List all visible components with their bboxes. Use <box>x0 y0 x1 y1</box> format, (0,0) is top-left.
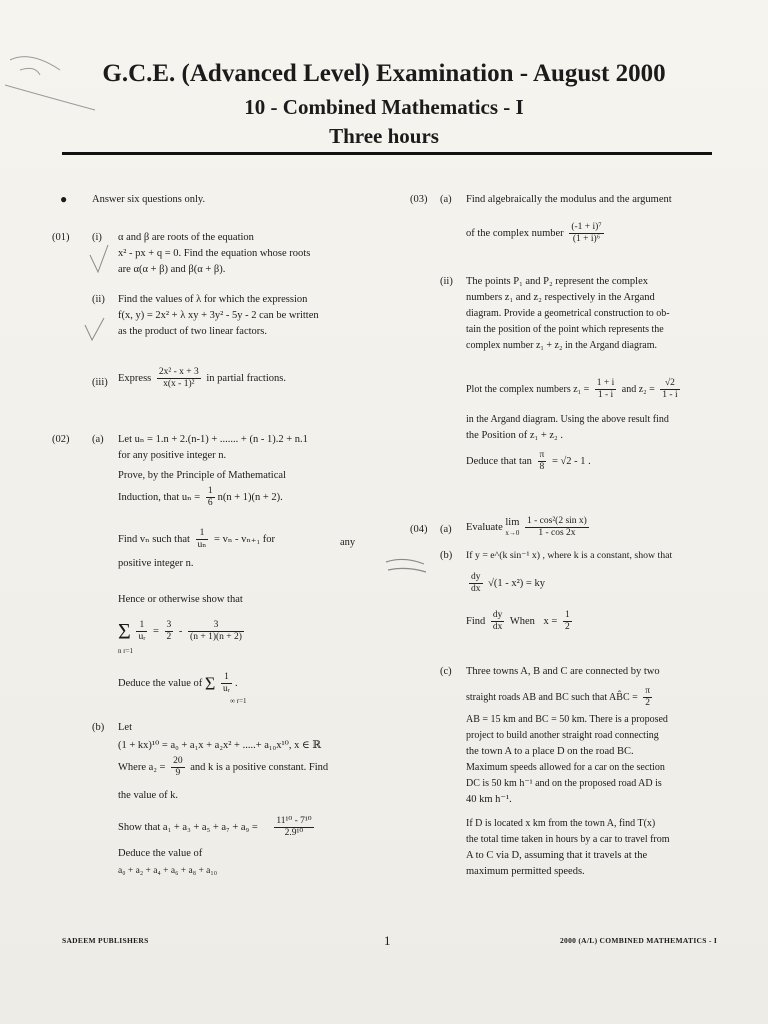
part-label: (iii) <box>92 377 108 388</box>
numerator: 11¹⁰ - 7¹⁰ <box>276 816 312 826</box>
text-line: (1 + kx)¹⁰ = a₀ + a₁x + a₂x² + .....+ a₁₀x¹⁰, x ∈ ℝ <box>118 740 322 751</box>
text-line: diagram. Provide a geometrical construction to ob- <box>466 308 670 319</box>
right-column <box>410 192 712 892</box>
question-number: (03) <box>410 194 428 205</box>
sigma-symbol: Σ <box>118 618 131 644</box>
numerator: π <box>539 450 545 460</box>
text-line: The points P₁ and P₂ represent the complex <box>466 276 648 287</box>
numerator: dy <box>492 610 503 620</box>
denominator: x(x - 1)² <box>163 379 195 389</box>
show-that-line <box>118 816 317 839</box>
denominator: (1 + i)⁶ <box>572 234 601 244</box>
part-label: (i) <box>92 232 102 243</box>
text-line: x² - px + q = 0. Find the equation whose roots <box>118 248 311 259</box>
text-line: f(x, y) = 2x² + λ xy + 3y² - 5y - 2 can be written <box>118 310 319 321</box>
text-line: Prove, by the Principle of Mathematical <box>118 470 286 481</box>
numerator: 1 + i <box>596 378 615 388</box>
text: When <box>509 615 535 627</box>
text-line: a₀ + a₂ + a₄ + a₆ + a₈ + a₁₀ <box>118 866 218 876</box>
summation-line <box>118 620 247 643</box>
text-line: the Position of z₁ + z₂ . <box>466 430 563 441</box>
complex-number-line <box>466 222 607 245</box>
text-line: tain the position of the point which represents the <box>466 324 664 335</box>
text: x = <box>543 615 558 627</box>
angle-line <box>466 686 655 709</box>
part-label: (b) <box>92 722 105 733</box>
text-line: Maximum speeds allowed for a car on the section <box>466 762 665 773</box>
lim-subscript: x→0 <box>505 528 520 537</box>
numerator: 3 <box>188 620 244 632</box>
fraction <box>221 672 232 695</box>
header-rule <box>62 152 712 155</box>
fraction <box>660 378 679 401</box>
denominator: 2 <box>166 632 172 642</box>
fraction <box>469 572 483 595</box>
bullet-icon: ● <box>60 192 68 206</box>
find-vn-line <box>118 528 275 551</box>
text-line: Let uₙ = 1.n + 2.(n-1) + ....... + (n - 1).2 + n.1 <box>118 434 308 445</box>
numerator: π <box>645 686 651 696</box>
text: and z₂ = <box>621 383 655 395</box>
denominator: 1 - cos 2x <box>538 528 576 538</box>
where-a2-line <box>118 756 328 779</box>
numerator: 1 <box>196 528 209 540</box>
fraction <box>595 378 617 401</box>
denominator: uᵣ <box>223 684 230 694</box>
fraction <box>136 620 147 643</box>
part-label: (a) <box>440 194 452 205</box>
text-line: are α(α + β) and β(α + β). <box>118 264 226 275</box>
fraction <box>188 620 244 643</box>
text: Find <box>466 615 486 627</box>
question-number: (01) <box>52 232 70 243</box>
text-line: the total time taken in hours by a car to travel from <box>466 834 670 845</box>
denominator: 2 <box>645 698 651 708</box>
numerator: 1 <box>207 486 213 496</box>
question-number: (02) <box>52 434 70 445</box>
evaluate-limit-line <box>466 516 592 539</box>
sigma-symbol: Σ <box>204 673 216 694</box>
denominator: (n + 1)(n + 2) <box>190 632 242 642</box>
fraction <box>525 516 589 539</box>
numerator: √2 <box>660 378 679 390</box>
fraction <box>643 686 652 709</box>
text-line: Let <box>118 722 132 733</box>
lim-text: lim <box>505 516 520 528</box>
publisher-footer: SADEEM PUBLISHERS <box>62 936 149 945</box>
text: and k is a positive constant. Find <box>190 761 329 773</box>
text-line: in the Argand diagram. Using the above result find <box>466 414 669 425</box>
denominator: 1 - i <box>597 390 614 400</box>
numerator: 1 - cos²(2 sin x) <box>527 516 587 526</box>
exam-title: G.C.E. (Advanced Level) Examination - August 2000 <box>102 60 666 87</box>
plot-complex-line <box>466 378 683 401</box>
text-line: AB = 15 km and BC = 50 km. There is a proposed <box>466 714 668 725</box>
numerator: 20 <box>173 756 183 766</box>
text-line: complex number z₁ + z₂ in the Argand diagram. <box>466 340 657 351</box>
induction-line <box>118 486 283 509</box>
text: Deduce the value of <box>118 677 203 689</box>
text: Deduce that tan <box>466 455 532 467</box>
numerator: 1 <box>136 620 147 632</box>
sum-limits: n r=1 <box>118 647 134 655</box>
denominator: 6 <box>207 498 213 508</box>
denominator: 1 - i <box>662 390 678 400</box>
text-line: Three towns A, B and C are connected by two <box>466 666 660 677</box>
denominator: uᵣ <box>138 632 146 642</box>
text-line: any <box>340 537 356 548</box>
numerator: dy <box>471 572 481 582</box>
text-line: project to build another straight road connecting <box>466 730 659 741</box>
text: Where a₂ = <box>118 761 166 773</box>
text: - <box>178 625 183 637</box>
limit <box>505 518 519 538</box>
find-derivative-line <box>466 610 575 633</box>
text-line: the town A to a place D on the road BC. <box>466 746 634 757</box>
text-line: numbers z₁ and z₂ respectively in the Argand <box>466 292 655 303</box>
text-line: If y = e^(k sin⁻¹ x) , where k is a constant, show that <box>466 550 673 561</box>
text-line: Deduce the value of <box>118 848 203 859</box>
text-line: α and β are roots of the equation <box>118 232 254 243</box>
numerator: 1 <box>564 610 570 620</box>
text: Show that a₁ + a₃ + a₅ + a₇ + a₉ = <box>118 821 258 833</box>
text: Induction, that <box>118 491 180 503</box>
text: in partial fractions. <box>206 372 286 384</box>
paper-duration: Three hours <box>329 124 439 148</box>
text-line: Find algebraically the modulus and the argument <box>466 194 672 205</box>
partial-fraction-line <box>118 367 286 390</box>
numerator: (-1 + i)⁷ <box>571 222 602 232</box>
text: Plot the complex numbers z₁ = <box>466 383 590 395</box>
paper-subject: 10 - Combined Mathematics - I <box>244 95 524 119</box>
text: = √2 - 1 . <box>551 455 591 467</box>
denominator: uₙ <box>197 540 207 550</box>
part-label: (ii) <box>440 276 453 287</box>
fraction <box>538 450 547 473</box>
text-line: Hence or otherwise show that <box>118 594 243 605</box>
part-label: (a) <box>92 434 104 445</box>
text-line: A to C via D, assuming that it travels at the <box>466 850 648 861</box>
part-label: (ii) <box>92 294 105 305</box>
denominator: 9 <box>175 768 181 778</box>
text: uₙ = <box>181 491 203 503</box>
text: n(n + 1)(n + 2). <box>217 491 283 503</box>
numerator: 1 <box>221 672 232 684</box>
text: Evaluate <box>466 521 503 533</box>
part-label: (b) <box>440 550 453 561</box>
denominator: 2 <box>564 622 570 632</box>
sum-limits: ∞ r=1 <box>230 697 247 705</box>
numerator: 2x² - x + 3 <box>158 367 199 377</box>
text-line: DC is 50 km h⁻¹ and on the proposed road AD is <box>466 778 662 789</box>
fraction <box>165 620 174 643</box>
text-line: as the product of two linear factors. <box>118 326 267 337</box>
text-line: the value of k. <box>118 790 179 801</box>
denominator: dx <box>492 622 503 632</box>
fraction <box>196 528 209 551</box>
fraction <box>206 486 215 509</box>
text-line: for any positive integer n. <box>118 450 227 461</box>
part-label: (c) <box>440 666 452 677</box>
text: = vₙ - vₙ₊₁ for <box>214 533 275 545</box>
text-line: positive integer n. <box>118 558 194 569</box>
text: of the complex number <box>466 227 564 239</box>
text: Find vₙ such that <box>118 533 190 545</box>
text: Express <box>118 372 152 384</box>
numerator: 3 <box>166 620 172 630</box>
part-label: (a) <box>440 524 452 535</box>
fraction <box>274 816 313 839</box>
deduce-tan-line <box>466 450 591 473</box>
question-number: (04) <box>410 524 428 535</box>
deduce-value-line: Deduce the value of Σ $\frac{1}{\text{uᵣ}}$ . <box>118 672 238 694</box>
denominator: dx <box>471 584 481 594</box>
fraction <box>171 756 185 779</box>
fraction <box>569 222 603 245</box>
text-line: Find the values of λ for which the expression <box>118 294 308 305</box>
text-line: 40 km h⁻¹. <box>466 794 512 805</box>
instruction: Answer six questions only. <box>92 194 206 205</box>
text-line: maximum permitted speeds. <box>466 866 585 877</box>
page-number: 1 <box>384 933 391 948</box>
fraction <box>491 610 505 633</box>
pencil-tick-marks <box>70 240 110 360</box>
paper-footer: 2000 (A/L) COMBINED MATHEMATICS - I <box>560 936 718 945</box>
denominator: 2.9¹⁰ <box>284 828 304 838</box>
text: √(1 - x²) = ky <box>488 577 545 589</box>
pencil-scribble-right <box>384 552 444 582</box>
text: straight roads AB and BC such that AB̂C = <box>466 691 638 703</box>
text-line: If D is located x km from the town A, find T(x) <box>466 818 656 829</box>
fraction <box>157 367 201 390</box>
text: = <box>153 625 159 637</box>
derivative-line <box>466 572 545 595</box>
fraction <box>563 610 572 633</box>
denominator: 8 <box>539 462 545 472</box>
